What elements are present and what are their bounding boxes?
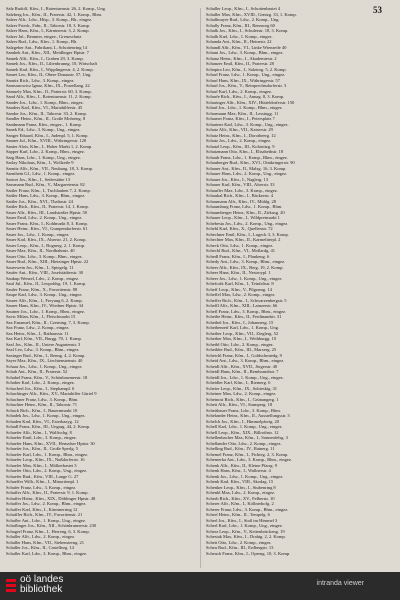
register-entry: Scheibel Jos., Kfm., I., Johannesg. 15 xyxy=(206,319,274,325)
register-entry: Sauer Rud., Kfm., XIII., Hietzinger Hptstr. 22 xyxy=(6,259,89,264)
register-entry: Sanders Karl, Kfm., VI., Mariahilferstr. 45 xyxy=(6,105,83,110)
register-entry: Schatzl Leop., Kfm., III., Kolonitzg. 9 xyxy=(206,143,275,149)
register-entry: Sautner Jos., Ldw., 1. Komp., Bhm., eingez. xyxy=(6,308,85,314)
register-entry: Scharf Franz, Ldw., 1. Komp., Ung., eingez. xyxy=(206,72,286,77)
logo-line-1: oö landes xyxy=(20,574,64,585)
register-entry: Scheidl Alfr., Kfm., XVII., Jörgerstr. 40 xyxy=(206,363,278,369)
register-entry: Sandmann Franz, Kfm., eingez., 1. Komp. xyxy=(6,121,82,127)
register-entry: Schelander Heinr., Kfm., II., Ausstellungsstr. 3 xyxy=(206,413,290,418)
register-entry: Samuely Max, Kfm., II., Praterstr. 60, 3. Komp. xyxy=(6,88,92,94)
register-entry: Sayer Max, Kfm., IX., Liechtensteinstr. 40 xyxy=(6,358,83,363)
logo-mark-icon xyxy=(6,574,16,596)
register-entry: Schauer Leop., Kfm., I., Wildpretmarkt 1 xyxy=(206,215,280,220)
register-entry: Schack Rich., Kfm., I., Bauernmarkt 10 xyxy=(6,407,78,413)
register-entry: Sauer Emil, Ldw., 2. Komp., Ung., eingez. xyxy=(6,215,83,220)
register-entry: Schett Otto, Ldw., 2. Komp., eingez. xyxy=(206,539,272,545)
register-entry: Salzer Rud., Ldw., Kfm., 1. Komp., Bh. xyxy=(6,39,78,44)
register-entry: Scheichl Franz, Kfm., I., Goldschmiedg. 9 xyxy=(206,352,282,358)
register-entry: Schadek Jos., Ldw., 1. Komp., Ung., eingez. xyxy=(6,413,86,418)
register-entry: Schaefer Rud., Kfm., VIII., Lange G. 27 xyxy=(6,473,79,479)
register-entry: Sandor Jos., Kfm., II., Taborstr. 33, 2. Komp. xyxy=(6,110,87,116)
register-entry: Scherl Karl, Ldw., 1. Komp., Ung., eingez. xyxy=(206,523,283,528)
register-entry: Sauerwein Jos., Kfm., I., Spiegelg. 11 xyxy=(6,264,74,270)
register-entry: Schalk Jos., Kfm., I., Schulerstr. 18, 3. Komp. xyxy=(206,28,289,33)
register-entry: Schaefer Hans, Kfm., XVII., Hernalser Hptstr. 30 xyxy=(6,440,95,446)
register-entry: Samek Alfr., Kfm., I., Graben 29, 3. Komp. xyxy=(6,55,84,61)
register-entry: Scheibenreif Karl, Ldw., 1. Komp., Ung. xyxy=(206,325,280,330)
register-entry: Schelling Rud., Kfm., IV., Rainerg. 11 xyxy=(206,446,275,451)
register-entry: Schemerka Ant., Ldw., 3. Komp., Bhm., eingez. xyxy=(206,457,292,462)
register-entry: Samek Karl, Kfm., I., Wipplingerstr. 4, 2. Komp. xyxy=(6,66,94,72)
register-entry: Schell Karl, Ldw., 1. Komp., Ung., eingez. xyxy=(206,424,283,429)
register-entry: Schechner Emil, Kfm., I., Lugeck 3, 3. Komp. xyxy=(206,231,289,237)
register-entry: Schauer Karl, Kfm., VIII., Alserstr. 33 xyxy=(206,182,275,187)
register-entry: Salzberg Jos., Kfm., II., Praterstr. 42, 1. Komp., Bhm. xyxy=(6,11,103,17)
register-entry: Scheer Alfr., Kfm., IX., Berg. 19, 2. Komp. xyxy=(206,264,284,270)
register-entry: Schenker Leop., Kfm., I., Stubenring 8 xyxy=(206,484,276,490)
register-entry: Sapper Karl, Ldw., 2. Komp., Bhm., eingez. xyxy=(6,149,85,154)
register-entry: Scheithauer Franz, Ldw., 3. Komp., Bhm. xyxy=(206,407,281,413)
register-entry: Schauer Jos., Kfm., I., Naglerg. 13 xyxy=(206,176,268,182)
register-entry: Schalk Karl, Ldw., 1. Komp., eingez. xyxy=(206,33,273,39)
register-entry: Scheit Alfr., Kfm., VI., Stumperg. 18 xyxy=(206,402,273,407)
register-entry: Salzer Friedr., Fabr., II., Taborstr. 18, 3. Komp. xyxy=(6,22,90,28)
register-entry: Saxinger Rud., Kfm., I., Renng. 4, 2. Komp. xyxy=(6,352,86,358)
register-entry: Schefl Franz, Ldw., 3. Komp., Bhm., eingez. xyxy=(206,308,287,314)
register-entry: Scharfe Rich., Kfm., I., Annag. 8, 3. Komp. xyxy=(206,94,285,99)
register-entry: Sanner Jul., Kfm., XVIII., Währingerstr. 120 xyxy=(6,138,87,143)
register-entry: Sanek Ed., Ldw., 3. Komp., Ung., eingez. xyxy=(6,127,81,132)
register-entry: Schachner Franz, Ldw., 3. Komp., Bhm. xyxy=(6,396,79,402)
register-entry: Schatz Jos., Ldw., 2. Komp., eingez. xyxy=(206,138,272,143)
register-entry: Schally Franz, Kfm., III., Rennweg 60 xyxy=(206,22,275,28)
register-entry: Scheibler Rud., Kfm., III., Marxerg. 25 xyxy=(206,347,277,352)
register-entry: Sand Alfr., Kfm., I., Rotenturmstr. 11, 2. Komp. xyxy=(6,94,92,99)
register-entry: Schell Leop., Kfm., XIX., Billrothstr. 12 xyxy=(206,429,279,435)
register-entry: Schaffer Heinr., Kfm., XIX., Döblinger Hptstr. 48 xyxy=(6,495,96,501)
register-entry: Schartner Karl, Ldw., 3. Komp., Ung., eingez. xyxy=(206,121,289,127)
register-entry: Scheer Jos., Ldw., 1. Komp., Ung., eingez. xyxy=(206,275,283,281)
register-entry: Schenk Hans, Kfm., I., Wallnerstr. 4 xyxy=(206,468,271,473)
register-entry: Saufer Ant., Kfm., VIII., Josefstädterstr. 30 xyxy=(6,270,84,275)
register-entry: Scheffel Max, Ldw., 2. Komp., eingez. xyxy=(206,292,276,297)
register-entry: Schaar Jos., Ldw., 1. Komp., Ung., eingez. xyxy=(6,363,83,369)
register-entry: Schafler Ant., Ldw., 1. Komp., Ung., eingez. xyxy=(6,517,86,523)
register-entry: Sax Emanuel, Kfm., II., Czerning. 7, 3. Komp. xyxy=(6,319,90,325)
register-entry: Schaumburg Franz, Ldw., 1. Komp., Bhm. xyxy=(206,204,283,209)
register-entry: Santer Alois, Kfm., I., Hoher Markt 1, 2. Komp. xyxy=(6,143,93,149)
logo-text xyxy=(20,575,63,595)
register-entry: Scherf Heinr., Kfm., II., Tempelg. 6 xyxy=(206,512,270,517)
register-entry: Scharf Jos., Kfm., V., Reinprechtsdorferstr. 3 xyxy=(206,83,287,88)
register-entry: Schagerl Franz, Kfm., I., Herreng. 6, 3. Komp. xyxy=(6,528,90,534)
register-entry: Schanzer Emil, Kfm., II., Praterstr. 28 xyxy=(206,61,274,66)
register-entry: Schellenbacher Max, Kfm., I., Sonnenfelsg. 3 xyxy=(206,435,288,440)
register-entry: Schaller Max, Kfm., XVIII., Gentzg. 33, 1. Komp. xyxy=(206,11,297,17)
register-entry: Scheuch Franz, Kfm., I., Operng. 10, 3. Komp. xyxy=(206,550,291,556)
register-entry: Scherer Alfr., Kfm., I., Köllnerhofg. 2 xyxy=(206,501,274,506)
register-entry: Schabel Franz, Kfm., V., Schönbrunnerstr. 18 xyxy=(6,374,88,380)
register-entry: Saxl Jos., Kfm., II., Untere Augartenstr. 3 xyxy=(6,341,81,347)
register-entry: Schacherl Jos., Kfm., I., Stephanspl. 6 xyxy=(6,385,75,391)
register-entry: Sauler Franz, Kfm., X., Favoritenstr. 88 xyxy=(6,286,78,292)
register-entry: Scheidler Karl, Kfm., I., Riemerg. 6 xyxy=(206,380,271,385)
register-entry: Schechter Max, Kfm., II., Karmeliterpl. 2 xyxy=(206,237,281,242)
library-logo[interactable] xyxy=(6,574,63,596)
register-entry: Saupe Karl, Ldw., 3. Komp., Ung., eingez. xyxy=(6,292,83,297)
register-entry: Schellander Otto, Ldw., 2. Komp., eingez. xyxy=(206,440,282,446)
register-entry: Scheidl Hans, Kfm., II., Rembrandtstr. 7 xyxy=(206,369,279,374)
register-entry: Sauer Karl, Kfm., IX., Alserstr. 21, 2. Komp. xyxy=(6,237,87,242)
register-entry: Sattler Franz, Kfm., I., Tuchlauben 7, 2. Komp. xyxy=(6,187,91,193)
register-entry: Sander Jos., Ldw., 1. Komp., Bhm., eingez. xyxy=(6,99,84,105)
register-entry: Salzer Alfr., Ldw., Hfsp., 3. Komp., Bh., eingez. xyxy=(6,17,93,22)
register-entry: Schadl Franz, Kfm., III., Ungarg. 44, 2. Komp. xyxy=(6,424,91,429)
register-entry: Schafer Franz, Ldw., 3. Komp., eingez. xyxy=(6,484,77,490)
register-entry: Schaeffer Wilh., Kfm., I., Minoritenpl. 1 xyxy=(6,479,79,484)
register-entry: Scheidl Jos., Ldw., 1. Komp., Ung., eingez. xyxy=(206,374,284,380)
viewer-label: intranda viewer xyxy=(316,580,364,587)
register-entry: Sarg Hans, Ldw., 1. Komp., Ung., eingez. xyxy=(6,154,81,160)
register-entry: Scheck Otto, Ldw., 1. Komp., eingez. xyxy=(206,242,274,248)
register-entry: Schefczik Karl, Kfm., I., Teinfaltstr. 8 xyxy=(206,281,274,286)
register-entry: Schab Ant., Kfm., II., Praterstr. 52 xyxy=(6,369,68,374)
register-entry: Schauer Hans, Ldw., 2. Komp., Ung., eingez. xyxy=(206,171,288,176)
register-entry: Schaumberger Heinr., Kfm., II., Zirkusg. 20 xyxy=(206,209,285,215)
register-entry: Schenk Karl, Kfm., VIII., Skodag. 15 xyxy=(206,479,274,484)
register-entry: Sax Franz, Ldw., 2. Komp., eingez. xyxy=(6,325,70,330)
register-entry: Scheff Leop., Kfm., V., Pilgramg. 14 xyxy=(206,286,272,292)
register-entry: Sauer Leop., Kfm., I., Bognerg. 2, 1. Komp. xyxy=(6,242,86,248)
register-entry: Schanz Heinr., Kfm., I., Akademiestr. 2 xyxy=(206,55,277,61)
register-entry: Scheid Ant., Ldw., 3. Komp., Bhm., eingez. xyxy=(206,358,285,363)
register-entry: Schanda Ant., Kfm., II., Heinestr. 22 xyxy=(206,39,272,44)
register-entry: Scharinger Alfr., Kfm., XIV., Hütteldorferstr. 150 xyxy=(206,99,295,105)
register-entry: Schaffer Jos., Ldw., 2. Komp., Bhm., eingez. xyxy=(6,501,87,506)
register-entry: Sartori Jos., Kfm., I., Seilerstätte 13 xyxy=(6,176,71,182)
register-entry: Schedy Ant., Ldw., 3. Komp., Bhm., eingez. xyxy=(206,259,286,264)
register-entry: Schatz Alfr., Kfm., VII., Kaiserstr. 29 xyxy=(206,127,273,132)
register-entry: Scheu Rud., Kfm., III., Erdbergstr. 13 xyxy=(206,545,274,550)
register-entry: Sauer Jos., Ldw., 1. Komp., eingez. xyxy=(6,231,70,237)
register-entry: Salz Rudolf, Kfm., I., Rotenturmstr. 26, 2. Komp., Ung. xyxy=(6,6,106,11)
right-column xyxy=(206,6,374,556)
register-entry: Savic Milan, Kfm., I., Fleischmarkt 15 xyxy=(6,314,76,319)
column-divider xyxy=(200,8,201,568)
logo-line-2: bibliothek xyxy=(20,584,63,595)
register-entry: Scharf Hans, Kfm., IX., Währingerstr. 57 xyxy=(206,77,280,83)
register-entry: Schenkl Max, Ldw., 2. Komp., eingez. xyxy=(206,490,276,495)
register-entry: Schaefer Jos., Kfm., II., Große Sperlg. 5 xyxy=(6,446,79,451)
register-entry: Schenk Jos., Ldw., 1. Komp., Ung., eingez. xyxy=(206,473,284,479)
register-entry: Schaller Karl, Ldw., 3. Komp., Bhm., eingez. xyxy=(6,550,88,556)
register-entry: Schaukal Rich., Kfm., I., Bäckerstr. 4 xyxy=(206,193,273,198)
register-entry: Sambek Ant., Kfm., XII., Meidlinger Hptstr. 7 xyxy=(6,50,89,55)
page-number: 53 xyxy=(373,5,382,15)
register-entry: Schaffer Karl, Kfm., I., Kärntnerring 12 xyxy=(6,506,78,512)
register-entry: Schebesta Jos., Ldw., 2. Komp., Ung., eingez. xyxy=(206,220,289,226)
register-entry: Schaefer Leop., Kfm., IX., Nußdorferstr. 16 xyxy=(6,457,85,462)
register-entry: Samek Jos., Kfm., II., Lilienbrunng. 10, Wirtschaft xyxy=(6,61,98,66)
register-entry: Schaller Leop., Kfm., I., Schottenbastei 4 xyxy=(206,6,281,11)
register-entry: Sarnitz Alfr., Kfm., VII., Neubaug. 18, 3. Komp. xyxy=(6,165,93,171)
register-entry: Scheffl Alfr., Kfm., XIII., Lainzerstr. 66 xyxy=(206,303,278,308)
register-entry: Scheiner Max, Ldw., 2. Komp., eingez. xyxy=(206,391,277,396)
register-entry: Salzer Hans, Kfm., I., Kärntnerstr. 3, 2. Komp. xyxy=(6,28,90,33)
register-entry: Samet Leo, Kfm., II., Obere Donaustr. 57, Ung. xyxy=(6,72,92,77)
register-entry: Schatz Heinr., Kfm., I., Dorotheerg. 12 xyxy=(206,132,276,138)
register-entry: Schenk Alfr., Kfm., II., Kleine Pfarrg. 9 xyxy=(206,462,277,468)
register-entry: Scheinost Rich., Kfm., I., Grünangerg. 1 xyxy=(206,396,279,402)
register-entry: Schandl Alfr., Kfm., VI., Linke Wienzeile 40 xyxy=(206,44,287,50)
register-entry: Scheer Hans, Kfm., II., Nestroypl. 1 xyxy=(206,270,271,275)
register-entry: Saurer Hans, Kfm., IV., Wiedner Hptstr. 34 xyxy=(6,303,84,308)
register-entry: Schedl Franz, Kfm., I., Plankeng. 6 xyxy=(206,253,270,259)
register-entry: Sax Heinr., Kfm., I., Rathausstr. 11 xyxy=(6,330,69,336)
register-entry: Scharf Karl, Ldw., 2. Komp., eingez. xyxy=(206,88,273,94)
register-entry: Sauer Otto, Ldw., 3. Komp., Bhm., eingez. xyxy=(6,253,83,259)
register-entry: Scharmann Max, Kfm., II., Lessingg. 11 xyxy=(206,110,279,116)
register-entry: Scheibe Heinr., Kfm., II., Ferdinandstr. 31 xyxy=(206,314,282,319)
register-entry: Schestak Max, Kfm., I., Drahtg. 2, 2. Komp. xyxy=(206,534,286,539)
register-entry: Samitz Rich., Ldw., 3. Komp., eingez. xyxy=(6,77,75,83)
register-entry: Scheiber Leop., Kfm., VII., Zieglerg. 52 xyxy=(206,330,279,336)
register-entry: Schaller Hans, Kfm., VII., Siebensterng. 21 xyxy=(6,539,85,545)
register-entry: Scheibl Otto, Ldw., 2. Komp., eingez. xyxy=(206,341,274,347)
register-entry: Scheier Leop., Kfm., IX., Sobieskig. 31 xyxy=(206,385,278,391)
register-entry: Schaub Franz, Ldw., 1. Komp., Bhm., eingez. xyxy=(206,154,288,160)
register-entry: Saurer Alfr., Kfm., I., Freyung 6, 2. Komp. xyxy=(6,297,83,303)
register-entry: Schaefer Max, Kfm., I., Mölkerbastei 3 xyxy=(6,462,77,468)
register-entry: Schani Jos., Ldw., 3. Komp., Bhm., eingez. xyxy=(206,50,284,55)
register-entry: Salzgeber Ant., Fabrikant, I., Schottenring 14 xyxy=(6,44,88,50)
register-entry: Sattler Rich., Kfm., II., Praterstr. 14, 1. Komp. xyxy=(6,204,89,209)
register-entry: Schaufler Max, Ldw., 3. Komp., eingez. xyxy=(206,187,278,193)
register-entry: Schallmayer Rud., Ldw., 2. Komp., Ung. xyxy=(206,17,280,22)
register-entry: Scharner Franz, Kfm., I., Petersplatz 7 xyxy=(206,116,275,121)
register-entry: Schemel Franz, Kfm., I., Fichteg. 2, 3. Komp. xyxy=(206,451,289,457)
register-entry: Sauer Max, Kfm., II., Nordbahnstr. 40 xyxy=(6,248,75,253)
register-entry: Sax Karl, Kfm., VII., Burgg. 70, 1. Komp. xyxy=(6,336,82,341)
register-entry: Sarlay Nikolaus, Kfm., I., Wollzeile 9 xyxy=(6,160,74,165)
register-entry: Schatzmann Otto, Kfm., I., Elisabethstr. 18 xyxy=(206,149,284,154)
register-entry: Sauer Franz, Kfm., I., Kohlmarkt 8, 3. Komp. xyxy=(6,220,88,226)
register-entry: Schebl Karl, Kfm., X., Quellenstr. 72 xyxy=(206,226,273,231)
register-entry: Scherz Leop., Kfm., V., Kettenbrückeng. 19 xyxy=(206,528,285,534)
register-entry: Samsonowicz Ignaz, Kfm., IX., Porzellang. 22 xyxy=(6,83,90,88)
register-entry: Schapira Leo, Kfm., I., Salztorg. 5, 2. Komp. xyxy=(206,66,287,72)
register-entry: Schaller Jos., Kfm., II., Castellezg. 14 xyxy=(6,545,74,550)
register-entry: Schaden Karl, Kfm., VI., Esterhazyg. 12 xyxy=(6,418,79,424)
register-entry: Schauberger Rud., Kfm., XVI., Ottakringerstr. 90 xyxy=(206,160,295,165)
register-entry: Salzer Jul., Beamter, eingez., Grenzschutz xyxy=(6,33,82,39)
register-entry: Sauer Heinr., Kfm., VI., Gumpendorferstr. 61 xyxy=(6,226,88,231)
register-entry: Saxl Leo, Ldw., 3. Komp., Bhm., eingez. xyxy=(6,347,80,352)
register-entry: Schelch Jos., Kfm., I., Himmelpfortg. 20 xyxy=(206,418,280,424)
register-entry: Sattler Hans, Ldw., 3. Komp., Bhm., eingez. xyxy=(6,193,86,198)
register-entry: Scherer Franz, Ldw., 3. Komp., Bhm., eingez. xyxy=(206,506,289,512)
register-entry: Saul Jul., Kfm., II., Leopoldsg. 19, 1. Komp. xyxy=(6,281,87,286)
register-entry: Scherb Rich., Kfm., XV., Felberstr. 10 xyxy=(206,495,275,501)
register-entry: Schaefer Otto, Ldw., 2. Komp., Ung., eingez. xyxy=(6,468,88,473)
register-entry: Sauer Alfr., Kfm., III., Landstraßer Hptstr. 50 xyxy=(6,209,87,215)
register-entry: Sassmann Rud., Kfm., V., Margaretenstr. 82 xyxy=(6,182,85,187)
register-entry: Schaber Karl, Ldw., 2. Komp., eingez. xyxy=(6,380,75,385)
register-entry: Sarnthein Gf., Ldw., 1. Komp., eingez. xyxy=(6,171,76,176)
register-entry: Scharl Jos., Ldw., 1. Komp., Bhm., eingez. xyxy=(206,105,283,110)
register-entry: Schaflinger Jos., Kfm., XII., Schönbrunnerstr. 230 xyxy=(6,523,97,528)
register-entry: Sattler Jos., Kfm., XVI., Thaliastr. 24 xyxy=(6,198,73,204)
left-column xyxy=(6,6,174,556)
register-entry: Schaller Alfr., Ldw., 2. Komp., eingez. xyxy=(6,534,76,539)
register-entry: Schauer Ant., Kfm., II., Malzg. 16, 3. Komp. xyxy=(206,165,287,171)
register-entry: Sanger Eduard, Kfm., I., Judenpl. 5, 1. Komp. xyxy=(6,132,89,138)
register-entry: Sandler Heinr., Kfm., II., Große Mohreng. 8 xyxy=(6,116,86,121)
register-entry: Schaffler Rich., Kfm., IV., Favoritenstr. 21 xyxy=(6,512,83,517)
register-entry: Scheiber Max, Kfm., I., Weihburgg. 10 xyxy=(206,336,276,341)
register-entry: Schaefer Karl, Ldw., 1. Komp., Bhm., eingez. xyxy=(6,451,89,457)
register-entry: Scheffer Rich., Kfm., I., Schwarzenbergstr. 5 xyxy=(206,297,287,303)
register-entry: Schachter Heinr., Kfm., II., Taborstr. 71 xyxy=(6,402,78,407)
register-entry: Scheckl Rud., Kfm., VI., Mollardg. 41 xyxy=(206,248,276,253)
register-entry: Schaumann Alfr., Kfm., IV., Mühlg. 28 xyxy=(206,198,277,204)
register-entry: Schaefer Alfr., Kfm., I., Walfischg. 8 xyxy=(6,429,72,435)
register-entry: Schachinger Alfr., Kfm., XV., Mariahilfer Gürtel 9 xyxy=(6,391,97,396)
register-entry: Schaefer Emil, Ldw., 3. Komp., eingez. xyxy=(6,435,77,440)
register-entry: Schaffer Alfr., Kfm., II., Praterstr. 9, 1. Komp. xyxy=(6,490,89,495)
register-entry: Scherl Jos., Kfm., I., Stoß im Himmel 3 xyxy=(206,517,278,523)
register-entry: Saukup Wenzel, Ldw., 2. Komp., eingez. xyxy=(6,275,80,281)
